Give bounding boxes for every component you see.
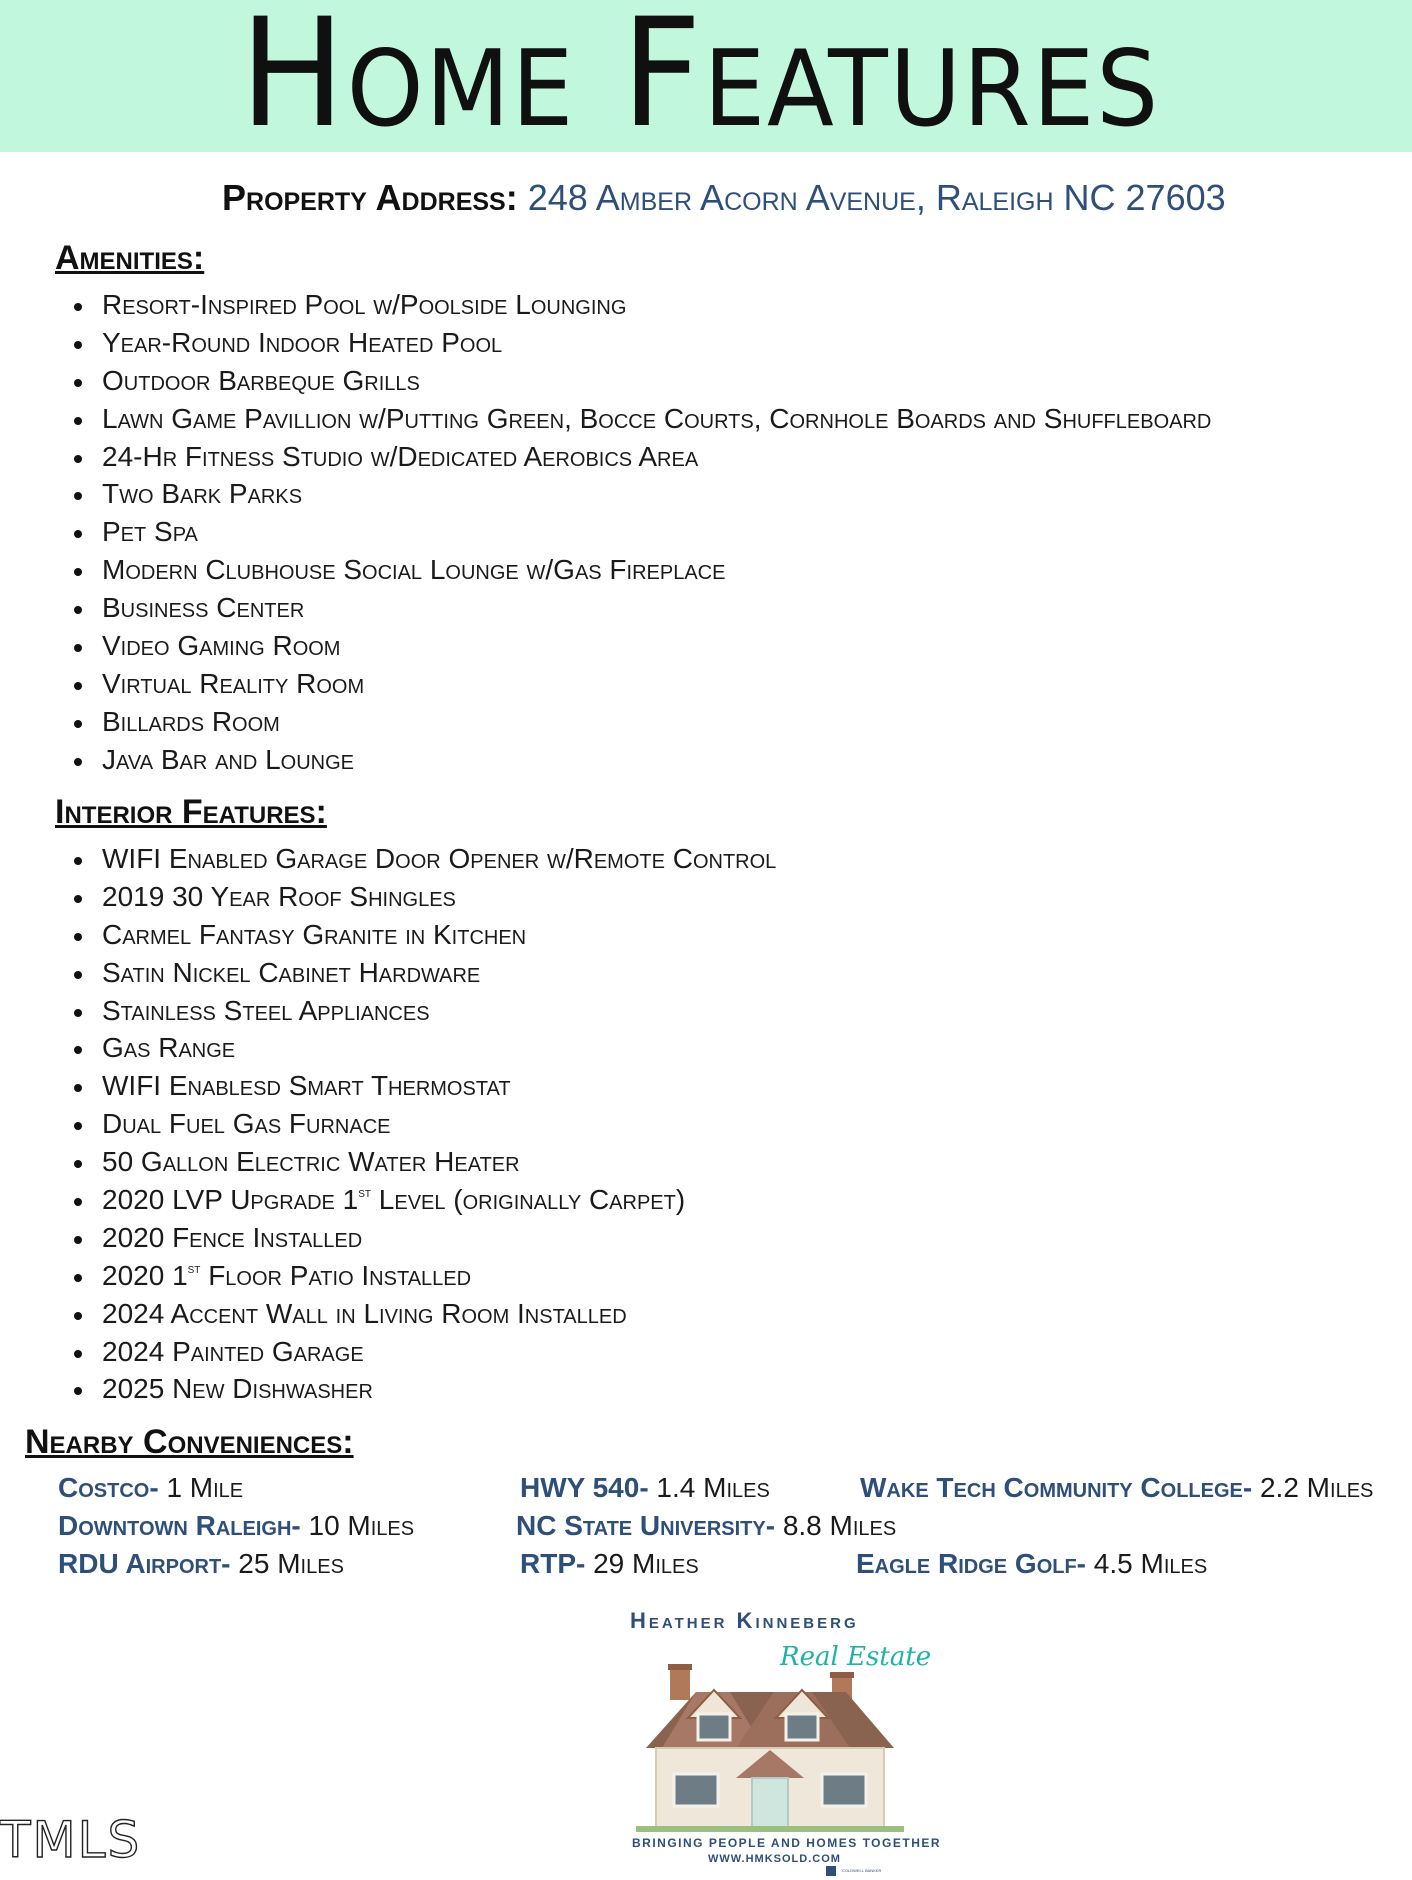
- convenience-distance: 29 Miles: [585, 1548, 699, 1579]
- feature-text: 50 Gallon Electric Water Heater: [102, 1146, 520, 1178]
- feature-text: 2020 LVP Upgrade 1: [102, 1184, 359, 1216]
- interior-feature-item: [70, 954, 776, 992]
- interior-features-heading: Interior Features:: [55, 793, 327, 831]
- feature-text: 2024 Accent Wall in Living Room Installed: [102, 1297, 627, 1329]
- interior-feature-item: [70, 1029, 776, 1067]
- convenience-distance: 4.5 Miles: [1086, 1548, 1208, 1579]
- interior-feature-item: [70, 1219, 776, 1257]
- convenience-name: HWY 540-: [520, 1472, 649, 1503]
- amenity-item: Pet Spa: [70, 513, 1211, 551]
- convenience-item: [58, 1546, 344, 1582]
- feature-text: Gas Range: [102, 1032, 236, 1064]
- amenity-item: Two Bark Parks: [70, 475, 1211, 513]
- amenities-list: [70, 286, 1211, 779]
- title-banner: [0, 0, 1412, 161]
- address-label: Property Address:: [222, 177, 518, 218]
- feature-text: WIFI Enabled Garage Door Opener w/Remote Control: [102, 843, 777, 874]
- brokerage-logo-icon: [826, 1866, 836, 1876]
- amenity-item: Modern Clubhouse Social Lounge w/Gas Fireplace: [70, 551, 1211, 589]
- feature-text: 2020 1: [102, 1259, 188, 1291]
- convenience-name: RTP-: [520, 1548, 586, 1579]
- amenity-item: Resort-Inspired Pool w/Poolside Lounging: [70, 286, 1211, 324]
- amenity-item: Virtual Reality Room: [70, 665, 1211, 703]
- convenience-item: [856, 1546, 1207, 1582]
- feature-text-rest: Floor Patio Installed: [200, 1259, 472, 1291]
- feature-text: Carmel Fantasy Granite in Kitchen: [102, 918, 527, 950]
- convenience-item: [516, 1508, 896, 1544]
- convenience-item: [860, 1470, 1373, 1506]
- page-title: Home Features: [240, 0, 1161, 161]
- amenity-item: Java Bar and Lounge: [70, 741, 1211, 779]
- convenience-item: [520, 1470, 770, 1506]
- nearby-conveniences-heading: Nearby Conveniences:: [25, 1423, 354, 1461]
- interior-feature-item: [70, 1105, 776, 1143]
- convenience-name: RDU Airport-: [58, 1548, 231, 1579]
- feature-text: Dual Fuel Gas Furnace: [102, 1108, 391, 1140]
- convenience-name: Costco-: [58, 1472, 159, 1503]
- property-address: [222, 176, 1226, 220]
- convenience-item: [58, 1508, 414, 1544]
- convenience-distance: 25 Miles: [230, 1548, 344, 1579]
- convenience-distance: 1 Mile: [158, 1472, 244, 1503]
- feature-text: 2019 30 Year Roof Shingles: [102, 880, 456, 912]
- interior-feature-item: [70, 1295, 776, 1333]
- amenities-heading: Amenities:: [55, 239, 205, 277]
- feature-text: Satin Nickel Cabinet Hardware: [102, 956, 481, 988]
- logo-name: Heather Kinneberg: [630, 1608, 859, 1633]
- realtor-logo: [620, 1606, 942, 1880]
- interior-feature-item: [70, 1067, 776, 1105]
- interior-feature-item: [70, 916, 776, 954]
- convenience-name: Downtown Raleigh-: [58, 1510, 301, 1541]
- convenience-item: [58, 1470, 243, 1506]
- ordinal-suffix: st: [358, 1184, 372, 1201]
- convenience-distance: 1.4 Miles: [648, 1472, 770, 1503]
- interior-feature-item: [70, 992, 776, 1030]
- interior-feature-item: [70, 1333, 776, 1371]
- house-illustration: [636, 1662, 904, 1832]
- feature-text: 2024 Painted Garage: [102, 1335, 364, 1367]
- logo-url: WWW.HMKSOLD.COM: [708, 1853, 841, 1865]
- interior-feature-item: [70, 840, 776, 878]
- amenity-item: 24-Hr Fitness Studio w/Dedicated Aerobics Area: [70, 438, 1211, 476]
- amenity-item: Year-Round Indoor Heated Pool: [70, 324, 1211, 362]
- amenity-item: Billards Room: [70, 703, 1211, 741]
- convenience-name: Eagle Ridge Golf-: [856, 1548, 1087, 1579]
- interior-feature-item: [70, 1370, 776, 1408]
- logo-subtitle: Real Estate: [780, 1642, 932, 1672]
- ordinal-suffix: st: [187, 1259, 201, 1276]
- logo-tagline: BRINGING PEOPLE AND HOMES TOGETHER: [632, 1836, 942, 1850]
- mls-watermark: TMLS: [0, 1811, 142, 1869]
- convenience-name: NC State University-: [516, 1510, 776, 1541]
- address-value: 248 Amber Acorn Avenue, Raleigh NC 27603: [527, 177, 1226, 218]
- brokerage-name: COLDWELL BANKER: [842, 1868, 882, 1873]
- feature-text: Stainless Steel Appliances: [102, 994, 430, 1026]
- amenity-item: Video Gaming Room: [70, 627, 1211, 665]
- feature-text: 2020 Fence Installed: [102, 1221, 363, 1253]
- interior-feature-item: [70, 878, 776, 916]
- convenience-item: [520, 1546, 699, 1582]
- feature-text-rest: Level (originally Carpet): [371, 1184, 686, 1216]
- convenience-distance: 2.2 Miles: [1252, 1472, 1374, 1503]
- interior-feature-item: [70, 1143, 776, 1181]
- interior-features-list: [70, 840, 776, 1408]
- convenience-distance: 8.8 Miles: [775, 1510, 897, 1541]
- interior-feature-item: [70, 1181, 776, 1219]
- feature-text: WIFI Enablesd Smart Thermostat: [102, 1070, 511, 1102]
- amenity-item: Business Center: [70, 589, 1211, 627]
- amenity-item: Outdoor Barbeque Grills: [70, 362, 1211, 400]
- interior-feature-item: [70, 1257, 776, 1295]
- amenity-item: Lawn Game Pavillion w/Putting Green, Bocce Courts, Cornhole Boards and Shuffleboard: [70, 400, 1211, 438]
- convenience-distance: 10 Miles: [300, 1510, 415, 1541]
- convenience-name: Wake Tech Community College-: [860, 1472, 1253, 1503]
- feature-text: 2025 New Dishwasher: [102, 1373, 373, 1405]
